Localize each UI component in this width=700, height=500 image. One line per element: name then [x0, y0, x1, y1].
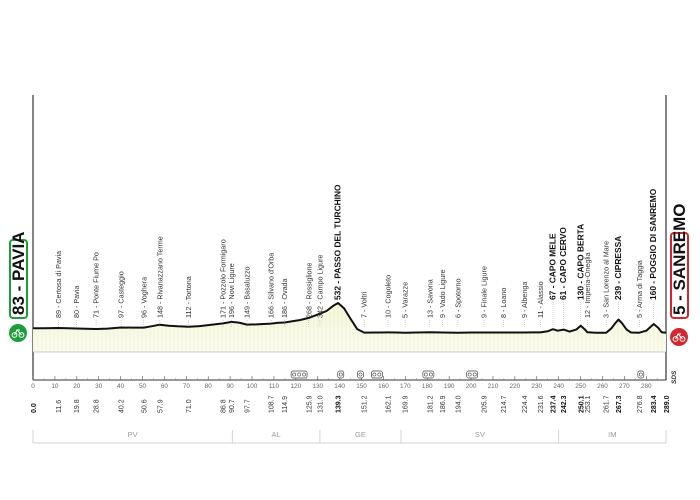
x-tick-label: 200 [465, 383, 477, 390]
waypoint-km: 90.7 [229, 399, 237, 413]
waypoint-km: 224.4 [522, 395, 529, 413]
waypoint-km: 267.3 [616, 395, 623, 413]
x-tick-label: 50 [138, 383, 147, 390]
waypoint-km: 162.1 [385, 395, 393, 413]
waypoint [648, 188, 658, 413]
waypoint-km: 71.0 [186, 399, 193, 413]
start-km-label: 0.0 [31, 403, 38, 413]
x-tick-label: 0 [31, 383, 35, 390]
waypoint-name: 11 - Alassio [535, 281, 545, 318]
waypoint-name: 97 - Casteggio [116, 271, 126, 318]
x-tick-label: 240 [553, 383, 565, 390]
waypoint-km: 181.2 [427, 395, 435, 413]
waypoint-name: 342 - Campo Ligure [315, 254, 325, 318]
x-tick-label: 250 [575, 383, 586, 390]
region-label: AL [271, 430, 281, 439]
waypoint-km: 205.9 [481, 395, 489, 413]
waypoint-km: 276.8 [636, 395, 644, 413]
waypoint-km: 151.2 [361, 395, 369, 413]
waypoint-km: 19.8 [73, 399, 81, 413]
waypoint-km: 237.4 [550, 395, 558, 413]
waypoint-name: 96 - Voghera [139, 276, 149, 318]
service-marker-box [291, 371, 307, 378]
waypoint-km: 11.6 [55, 399, 63, 413]
x-axis-ticks [31, 376, 657, 390]
waypoint-name: 61 - CAPO CERVO [558, 227, 569, 300]
waypoint-name: 148 - Rivanazzano Terme [155, 236, 165, 318]
waypoint-km: 57.9 [157, 399, 165, 413]
finish-badge [670, 204, 689, 346]
waypoint-name: 149 - Basaluzzo [242, 266, 252, 318]
waypoint-km: 214.7 [500, 395, 508, 413]
x-tick-label: 20 [73, 383, 81, 390]
waypoint-name: 9 - Vado Ligure [437, 269, 447, 318]
waypoint-km: 283.4 [651, 395, 659, 413]
x-tick-label: 120 [290, 383, 302, 390]
start-icon [9, 324, 27, 342]
waypoint-km: 242.3 [561, 395, 569, 413]
region-label: PV [127, 430, 138, 439]
service-marker [357, 371, 363, 378]
service-marker [291, 371, 307, 378]
waypoint-name: 9 - Albenga [520, 281, 529, 318]
waypoint-name: 130 - CAPO BERTA [575, 223, 586, 300]
waypoint-km: 50.6 [141, 399, 149, 413]
waypoint-labels [54, 184, 658, 413]
waypoint-name: 239 - CIPRESSA [613, 235, 623, 300]
x-tick-label: 270 [619, 383, 630, 390]
waypoint-name: 160 - POGGIO DI SANREMO [648, 188, 659, 300]
x-tick-label: 190 [443, 383, 455, 390]
x-tick-label: 70 [182, 383, 190, 390]
waypoint-km: 194.0 [455, 395, 463, 413]
waypoint-name: 71 - Ponte Fiume Po [91, 252, 101, 318]
waypoint-km: 231.6 [537, 395, 545, 413]
x-tick-label: 280 [640, 383, 652, 390]
x-tick-label: 170 [400, 383, 411, 390]
service-marker [467, 371, 478, 378]
finish-km-label: 289.0 [664, 395, 671, 413]
waypoint-name: 67 - CAPO MELE [547, 233, 558, 300]
waypoint-km: 114.9 [282, 396, 290, 413]
waypoint-name: 5 - Arma di Taggia [634, 260, 644, 318]
waypoint-km: 97.7 [244, 399, 252, 413]
x-tick-label: 130 [312, 383, 324, 390]
x-tick-label: 220 [509, 383, 521, 390]
waypoint [333, 184, 343, 413]
waypoint-name: 166 - Silvano d'Orba [266, 252, 276, 318]
x-tick-label: 90 [226, 383, 234, 390]
start-city-label: 83 - PAVIA [9, 231, 28, 315]
waypoint-km: 169.9 [402, 395, 410, 413]
region-bands [33, 430, 666, 443]
x-tick-label: 160 [378, 383, 389, 390]
service-marker [338, 371, 344, 378]
x-tick-label: 110 [268, 383, 280, 390]
waypoint-km: 28.8 [93, 399, 101, 413]
waypoint-name: 3 - San Lorenzo al Mare [601, 240, 611, 318]
waypoint-name: 5 - Varazze [400, 281, 410, 318]
finish-city-label: 5 - SANREMO [670, 203, 689, 315]
waypoint-km: 86.8 [220, 399, 228, 413]
waypoint-km: 108.7 [268, 395, 276, 413]
service-marker [371, 371, 382, 378]
brand-logo: SDS [671, 370, 678, 384]
service-marker [638, 371, 644, 378]
region-label: GE [355, 430, 366, 439]
waypoint-km: 250.1 [578, 395, 586, 413]
x-tick-label: 60 [160, 383, 168, 390]
waypoint-name: 9 - Finale Ligure [479, 266, 489, 318]
service-marker-box [357, 371, 363, 378]
x-tick-label: 30 [95, 383, 103, 390]
waypoint-km: 186.9 [439, 395, 447, 413]
service-marker-box [638, 371, 644, 378]
waypoint-km: 40.2 [118, 399, 126, 413]
x-tick-label: 80 [204, 383, 212, 390]
waypoint-name: 6 - Spotorno [453, 278, 463, 318]
region-label: IM [608, 430, 617, 439]
waypoint-name: 12 - Imperia-Oneglia [582, 252, 592, 318]
service-marker [423, 371, 434, 378]
waypoint-km: 261.7 [603, 395, 611, 413]
waypoint-name: 7 - Voltri [359, 291, 369, 318]
start-badge [9, 232, 28, 342]
elevation-profile [33, 303, 666, 352]
waypoint-name: 8 - Loano [498, 287, 508, 318]
waypoint-name: 112 - Tortona [184, 276, 193, 318]
waypoint-name: 80 - Pavia [71, 285, 81, 318]
x-tick-label: 150 [356, 383, 367, 390]
x-tick-label: 10 [51, 383, 59, 390]
waypoint-name: 186 - Ovada [280, 278, 290, 318]
x-tick-label: 260 [597, 383, 608, 390]
waypoint-km: 253.1 [584, 395, 592, 413]
x-tick-label: 230 [531, 383, 543, 390]
waypoint-name: 196 - Novi Ligure [227, 263, 237, 318]
waypoint-name: 89 - Certosa di Pavia [53, 250, 63, 318]
x-tick-label: 40 [117, 383, 125, 390]
waypoint-name: 13 - Savona [425, 279, 435, 318]
service-marker-box [338, 371, 344, 378]
service-markers [291, 371, 644, 378]
x-tick-label: 100 [246, 383, 258, 390]
x-tick-label: 180 [421, 383, 433, 390]
waypoint-km: 125.9 [306, 395, 314, 413]
region-label: SV [474, 430, 485, 439]
finish-icon [670, 328, 688, 346]
waypoint-name: 532 - PASSO DEL TURCHINO [332, 184, 343, 300]
waypoint-km: 131.0 [317, 395, 325, 413]
waypoint-name: 171 - Pozzolo Formigaro [218, 239, 228, 318]
waypoint-name: 10 - Cogoleto [383, 274, 393, 318]
x-tick-label: 210 [487, 383, 499, 390]
waypoint-name: 268 - Rossiglione [304, 262, 314, 318]
x-tick-label: 140 [334, 383, 345, 390]
waypoint-km: 139.3 [335, 395, 343, 413]
